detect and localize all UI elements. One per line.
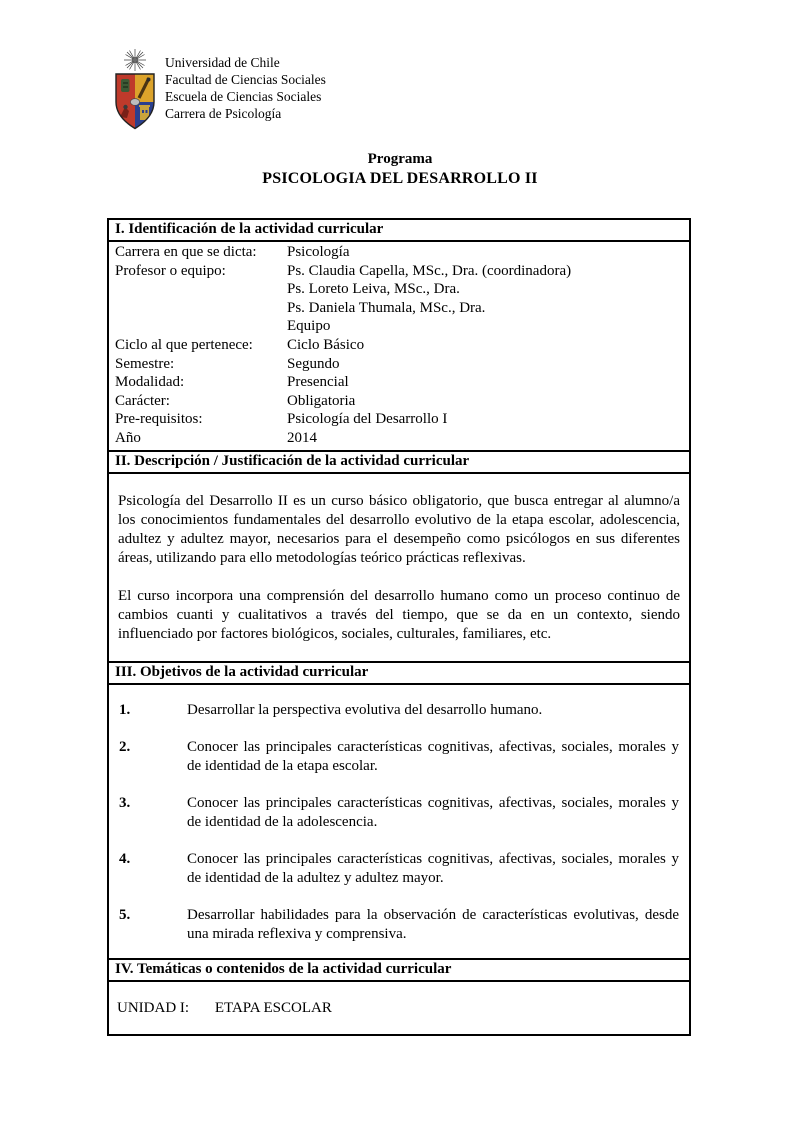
letterhead-text [165, 47, 326, 122]
institution-name: Universidad de Chile [165, 55, 280, 70]
row-value: Equipo [287, 318, 331, 335]
section-heading-objetivos: III. Objetivos de la actividad curricular [109, 663, 689, 685]
description-paragraph: El curso incorpora una comprensión del desarrollo humano como un proceso continuo de cambios cuanti y cualitativos a través del tiempo, que se da en un contexto, siendo influenciado por factores biológicos, sociales, culturales, familiares, etc. [118, 587, 680, 642]
row-value: Psicología del Desarrollo I [287, 411, 448, 428]
program-table [107, 218, 691, 1036]
table-row [109, 317, 689, 336]
table-row [109, 280, 689, 299]
row-value: Obligatoria [287, 392, 356, 409]
row-value: Ps. Loreto Leiva, MSc., Dra. [287, 281, 460, 298]
table-row [109, 410, 689, 429]
row-label [115, 280, 287, 299]
table-row [109, 336, 689, 355]
career-name: Carrera de Psicología [165, 106, 282, 121]
university-crest-icon [112, 47, 158, 131]
table-row [109, 373, 689, 392]
row-label [115, 299, 287, 318]
objective-text: Desarrollar habilidades para la observación de características evolutivas, desde una mirada reflexiva y comprensiva. [187, 906, 679, 942]
row-label: Carácter: [115, 392, 170, 409]
course-title: PSICOLOGIA DEL DESARROLLO II [262, 170, 538, 187]
description-paragraph: Psicología del Desarrollo II es un curso básico obligatorio, que busca entregar al alumno/a los conocimientos fundamentales del desarrollo evolutivo de la etapa escolar, adolescencia, adultez y adultez mayor, necesarios para el desempeño como psicólogos en sus diferentes áreas, utilizando para ello metodologías teórico prácticas reflexivas. [118, 492, 680, 566]
row-value: Ps. Claudia Capella, MSc., Dra. (coordinadora) [287, 262, 572, 279]
table-row [109, 243, 689, 262]
row-label: Carrera en que se dicta: [115, 244, 257, 260]
objective-item [119, 850, 679, 888]
objective-text: Conocer las principales características cognitivas, afectivas, sociales, morales y de identidad de la etapa escolar. [187, 738, 679, 774]
row-label: Año [115, 429, 141, 446]
section-heading-descripcion: II. Descripción / Justificación de la actividad curricular [109, 452, 689, 474]
unit-title: ETAPA ESCOLAR [214, 999, 332, 1016]
objective-number: 2. [119, 738, 131, 755]
objective-text: Desarrollar la perspectiva evolutiva del desarrollo humano. [187, 701, 543, 718]
school-name: Escuela de Ciencias Sociales [165, 89, 322, 104]
objective-number: 4. [119, 850, 131, 867]
row-value: Presencial [287, 374, 349, 391]
faculty-name: Facultad de Ciencias Sociales [165, 72, 326, 87]
letterhead [112, 47, 326, 131]
row-value: Segundo [287, 355, 340, 372]
objective-item [119, 794, 679, 832]
row-label: Pre-requisitos: [115, 411, 203, 428]
section-body-objetivos [109, 685, 689, 960]
section-body-descripcion [109, 474, 689, 663]
document-title: Programa [367, 151, 433, 167]
objective-item [119, 906, 679, 944]
row-value: Psicología [287, 244, 350, 260]
row-label: Modalidad: [115, 374, 185, 391]
row-value: Ps. Daniela Thumala, MSc., Dra. [287, 299, 486, 316]
title-block [0, 149, 800, 189]
objective-number: 3. [119, 794, 131, 811]
table-row [109, 299, 689, 318]
row-label: Semestre: [115, 355, 175, 372]
row-value: 2014 [287, 429, 317, 446]
section-body-tematicas [109, 982, 689, 1034]
section-body-identificacion [109, 242, 689, 452]
section-heading-identificacion: I. Identificación de la actividad curricular [109, 220, 689, 242]
section-heading-tematicas: IV. Temáticas o contenidos de la actividad curricular [109, 960, 689, 982]
objective-text: Conocer las principales características cognitivas, afectivas, sociales, morales y de identidad de la adultez y adultez mayor. [187, 850, 679, 886]
table-row [109, 262, 689, 281]
objective-number: 1. [119, 701, 131, 718]
objective-item [119, 738, 679, 776]
row-value: Ciclo Básico [287, 336, 365, 353]
objective-text: Conocer las principales características cognitivas, afectivas, sociales, morales y de identidad de la adolescencia. [187, 794, 679, 830]
row-label: Profesor o equipo: [115, 262, 226, 279]
objective-number: 5. [119, 906, 131, 923]
row-label: Ciclo al que pertenece: [115, 336, 253, 353]
row-label [115, 317, 287, 336]
table-row [109, 355, 689, 374]
unit-label: UNIDAD I: [117, 999, 190, 1016]
objective-item [119, 701, 679, 720]
table-row [109, 392, 689, 411]
table-row [109, 429, 689, 448]
